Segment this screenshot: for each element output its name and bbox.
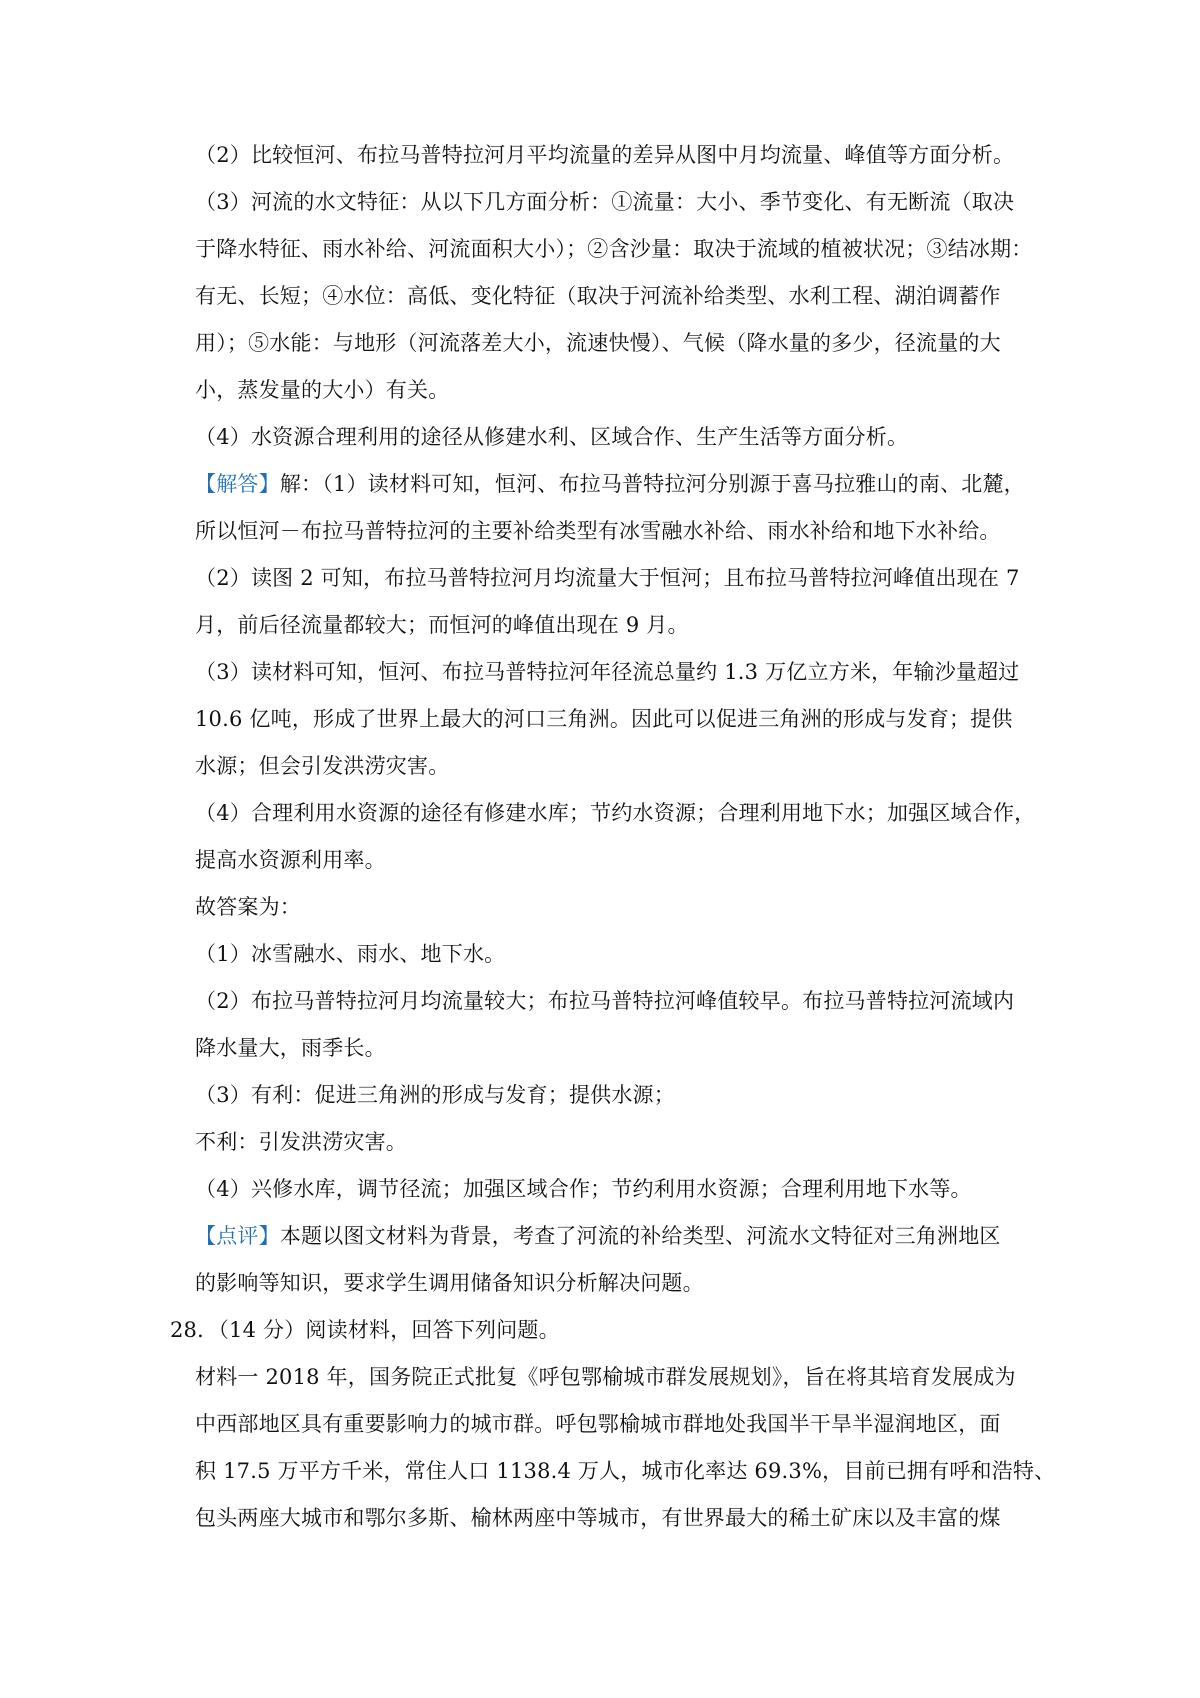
comment-text: 本题以图文材料为背景，考查了河流的补给类型、河流水文特征对三角洲地区 <box>279 1224 1001 1248</box>
text-line: 有无、长短；④水位：高低、变化特征（取决于河流补给类型、水利工程、湖泊调蓄作 <box>195 284 1001 308</box>
text-line: 于降水特征、雨水补给、河流面积大小）；②含沙量：取决于流域的植被状况；③结冰期： <box>195 237 1033 261</box>
text-line: 用）；⑤水能：与地形（河流落差大小，流速快慢）、气候（降水量的多少，径流量的大 <box>195 331 1001 355</box>
text-line: 月，前后径流量都较大；而恒河的峰值出现在 9 月。 <box>195 613 689 637</box>
text-line: （4）合理利用水资源的途径有修建水库；节约水资源；合理利用地下水；加强区域合作， <box>195 801 1036 825</box>
text-line: （2）布拉马普特拉河月均流量较大；布拉马普特拉河峰值较早。布拉马普特拉河流域内 <box>195 989 1015 1013</box>
text-line: 中西部地区具有重要影响力的城市群。呼包鄂榆城市群地处我国半干旱半湿润地区，面 <box>195 1412 1001 1436</box>
text-line: （3）读材料可知，恒河、布拉马普特拉河年径流总量约 1.3 万亿立方米，年输沙量超过 <box>195 660 1020 684</box>
text-line: 所以恒河－布拉马普特拉河的主要补给类型有冰雪融水补给、雨水补给和地下水补给。 <box>195 519 1001 543</box>
text-line: （3）有利：促进三角洲的形成与发育；提供水源； <box>195 1083 675 1107</box>
text-line: 包头两座大城市和鄂尔多斯、榆林两座中等城市，有世界最大的稀土矿床以及丰富的煤 <box>195 1506 1001 1530</box>
answer-tag: 【解答】 <box>195 472 280 496</box>
comment-line <box>195 1222 1001 1250</box>
text-line: 不利：引发洪涝灾害。 <box>195 1130 407 1154</box>
text-line: 的影响等知识，要求学生调用储备知识分析解决问题。 <box>195 1271 704 1295</box>
text-line: 故答案为： <box>195 895 301 919</box>
comment-tag: 【点评】 <box>195 1224 280 1248</box>
answer-text: 解：（1）读材料可知，恒河、布拉马普特拉河分别源于喜马拉雅山的南、北麓， <box>279 472 1025 496</box>
text-line: （3）河流的水文特征：从以下几方面分析：①流量：大小、季节变化、有无断流（取决 <box>195 190 1015 214</box>
text-line: （2）读图 2 可知，布拉马普特拉河月均流量大于恒河；且布拉马普特拉河峰值出现在 7 <box>195 566 1020 590</box>
text-line: 材料一 2018 年，国务院正式批复《呼包鄂榆城市群发展规划》，旨在将其培育发展成为 <box>195 1365 1016 1389</box>
text-line: （4）水资源合理利用的途径从修建水利、区域合作、生产生活等方面分析。 <box>195 425 909 449</box>
text-line: （4）兴修水库，调节径流；加强区域合作；节约利用水资源；合理利用地下水等。 <box>195 1177 972 1201</box>
answer-line <box>195 470 1025 498</box>
text-line: 水源；但会引发洪涝灾害。 <box>195 754 450 778</box>
text-line: 10.6 亿吨，形成了世界上最大的河口三角洲。因此可以促进三角洲的形成与发育；提供 <box>195 707 1013 731</box>
text-line: 降水量大，雨季长。 <box>195 1036 386 1060</box>
text-line: 提高水资源利用率。 <box>195 848 386 872</box>
text-line: （1）冰雪融水、雨水、地下水。 <box>195 942 506 966</box>
question-title: 28．（14 分）阅读材料，回答下列问题。 <box>170 1318 560 1342</box>
text-line: （2）比较恒河、布拉马普特拉河月平均流量的差异从图中月均流量、峰值等方面分析。 <box>195 143 1015 167</box>
text-line: 小，蒸发量的大小）有关。 <box>195 378 450 402</box>
text-line: 积 17.5 万平方千米，常住人口 1138.4 万人，城市化率达 69.3%，目前已拥有呼和浩特、 <box>195 1459 1056 1483</box>
